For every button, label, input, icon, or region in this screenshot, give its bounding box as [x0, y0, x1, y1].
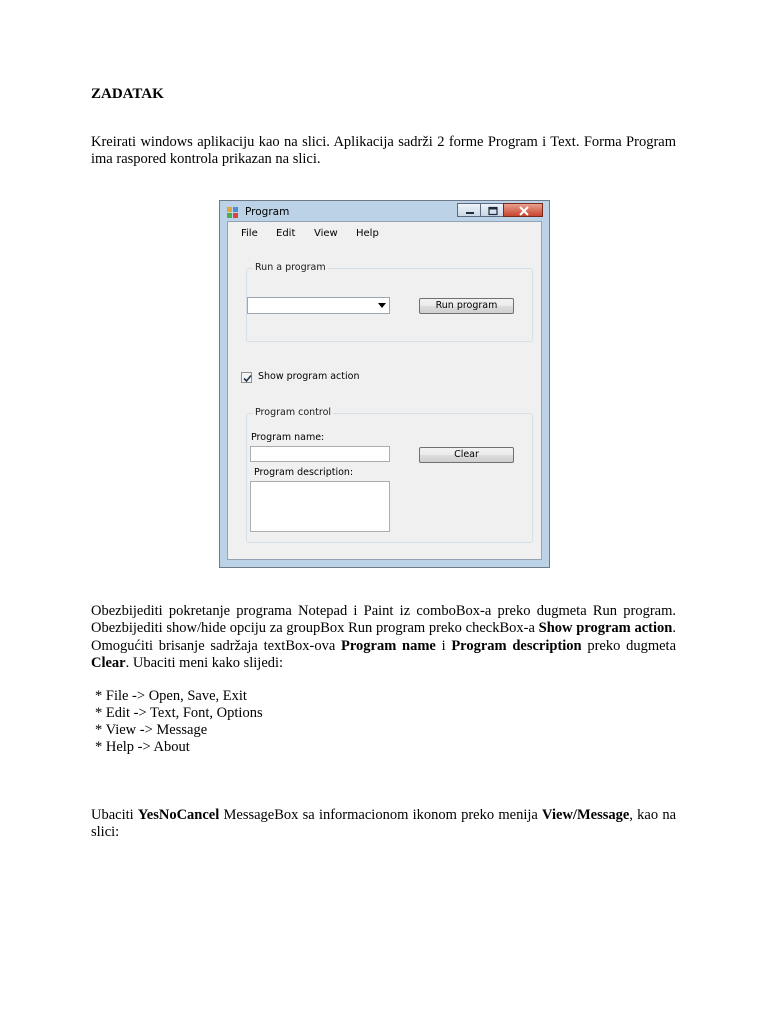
title-bar[interactable]: [220, 201, 549, 223]
window-title: Program: [245, 206, 290, 218]
list-item: * Help -> About: [95, 739, 190, 755]
run-program-group-label: Run a program: [255, 262, 326, 273]
list-item: * Edit -> Text, Font, Options: [95, 705, 263, 721]
instructions-text-3: i: [435, 637, 452, 654]
program-form-screenshot: [219, 200, 550, 568]
program-control-group-label: Program control: [255, 407, 332, 418]
menu-edit[interactable]: Edit: [276, 228, 296, 239]
program-name-label: Program name:: [251, 432, 325, 443]
form-client-area: [227, 221, 542, 560]
instructions-text-5: . Ubaciti meni kako slijedi:: [125, 655, 284, 671]
final-bold-2: View/Message: [542, 806, 630, 823]
window-controls: [458, 203, 543, 217]
menu-view[interactable]: View: [314, 228, 338, 239]
document-heading: ZADATAK: [91, 86, 164, 102]
close-icon: [504, 204, 544, 218]
checkmark-icon: [242, 373, 253, 384]
run-program-groupbox: [246, 262, 533, 342]
instructions-paragraph: [91, 603, 676, 673]
final-bold-1: YesNoCancel: [137, 806, 220, 823]
clear-button[interactable]: Clear: [419, 447, 514, 463]
program-combobox[interactable]: [247, 297, 390, 314]
list-item: * File -> Open, Save, Exit: [95, 688, 247, 704]
minimize-icon: [458, 204, 482, 218]
program-description-input[interactable]: [250, 481, 390, 532]
show-program-action-label[interactable]: Show program action: [258, 371, 360, 382]
show-program-action-checkbox[interactable]: [241, 372, 252, 383]
final-text-3: , kao na slici:: [91, 806, 676, 840]
list-item: * View -> Message: [95, 722, 208, 738]
run-program-button[interactable]: Run program: [419, 298, 514, 314]
intro-paragraph: Kreirati windows aplikaciju kao na slici. Aplikacija sadrži 2 forme Program i Text. Forma Program ima raspored kontrola prikazan na slici.: [91, 133, 676, 167]
close-button[interactable]: [503, 203, 543, 217]
chevron-down-icon: [378, 303, 386, 308]
instructions-bold-3: Program description: [451, 637, 582, 654]
instructions-bold-1: Show program action: [538, 620, 673, 636]
minimize-button[interactable]: [457, 203, 481, 217]
instructions-bold-2: Program name: [340, 637, 436, 654]
final-text-2: MessageBox sa informacionom ikonom preko menija: [219, 806, 543, 823]
program-description-label: Program description:: [254, 467, 354, 478]
menu-bar: [228, 222, 541, 244]
menu-spec-list: [95, 688, 263, 756]
menu-file[interactable]: File: [241, 228, 258, 239]
instructions-text-4: preko dugmeta: [581, 637, 677, 654]
menu-help[interactable]: Help: [356, 228, 379, 239]
maximize-button[interactable]: [480, 203, 504, 217]
program-control-groupbox: [246, 407, 533, 543]
maximize-icon: [481, 204, 505, 218]
instructions-bold-4: Clear: [91, 655, 126, 671]
instructions-text-2: . Omogućiti brisanje sadržaja textBox-ova: [91, 620, 676, 654]
program-name-input[interactable]: [250, 446, 390, 462]
app-icon: [227, 207, 239, 219]
final-text-1: Ubaciti: [91, 806, 138, 823]
instructions-text-1: Obezbijediti pokretanje programa Notepad i Paint iz comboBox-a preko dugmeta Run program. Obezbijediti show/hide opciju za groupBox Run program preko checkBox-a: [91, 602, 676, 636]
messagebox-paragraph: [91, 807, 676, 842]
